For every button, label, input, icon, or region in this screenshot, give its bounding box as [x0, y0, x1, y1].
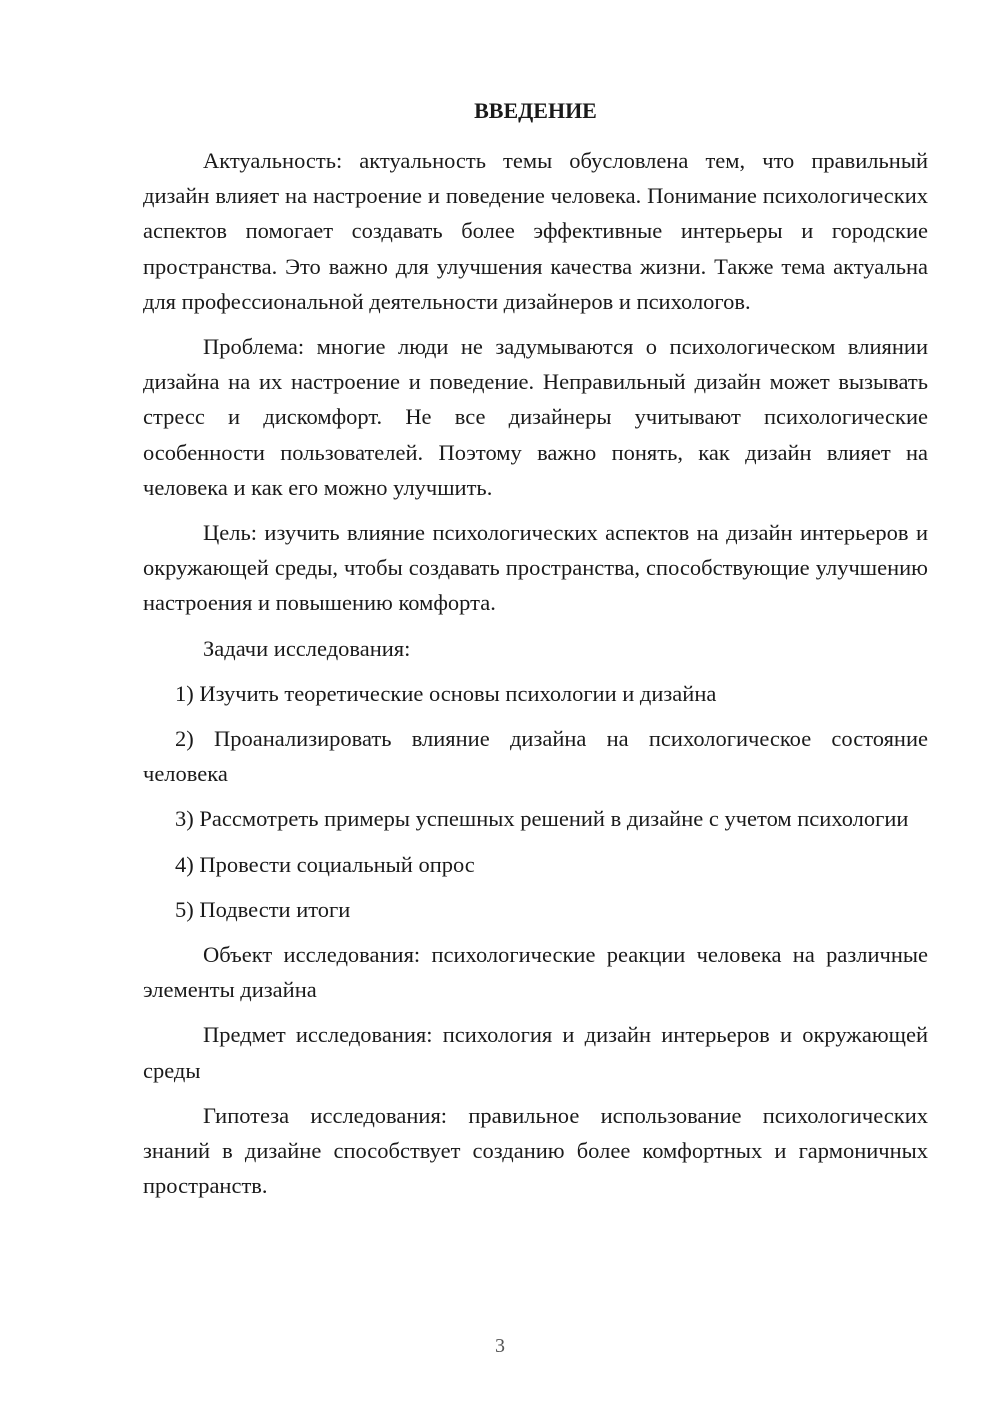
tasks-heading: Задачи исследования: [203, 635, 411, 661]
task-item-4: 4) Провести социальный опрос [175, 851, 475, 877]
relevance-paragraph: Актуальность: актуальность темы обусловлена тем, что правильный дизайн влияет на настроение и поведение человека. Понимание психологических аспектов помогает создавать более эффективные интерьеры и городские пространства. Это важно для улучшения качества жизни. Также тема актуальна для профессиональной деятельности дизайнеров и психологов. [143, 148, 928, 314]
section-title: ВВЕДЕНИЕ [474, 98, 597, 123]
task-item-5: 5) Подвести итоги [175, 896, 351, 922]
task-item-3: 3) Рассмотреть примеры успешных решений в дизайне с учетом психологии [175, 806, 909, 832]
problem-paragraph: Проблема: многие люди не задумываются о психологическом влиянии дизайна на их настроение и поведение. Неправильный дизайн может вызывать стресс и дискомфорт. Не все дизайнеры учитывают психологические особенности пользователей. Поэтому важно понять, как дизайн влияет на человека и как его можно улучшить. [143, 334, 928, 500]
object-paragraph: Объект исследования: психологические реакции человека на различные элементы дизайна [143, 942, 928, 1003]
document-body [143, 143, 928, 1213]
page-number: 3 [495, 1335, 505, 1357]
subject-paragraph: Предмет исследования: психология и дизайн интерьеров и окружающей среды [143, 1022, 928, 1083]
task-item-1: 1) Изучить теоретические основы психологии и дизайна [175, 680, 717, 706]
hypothesis-paragraph: Гипотеза исследования: правильное использование психологических знаний в дизайне способствует созданию более комфортных и гармоничных пространств. [143, 1102, 928, 1199]
goal-paragraph: Цель: изучить влияние психологических аспектов на дизайн интерьеров и окружающей среды, чтобы создавать пространства, способствующие улучшению настроения и повышению комфорта. [143, 520, 928, 616]
task-item-2: 2) Проанализировать влияние дизайна на психологическое состояние человека [143, 726, 928, 787]
